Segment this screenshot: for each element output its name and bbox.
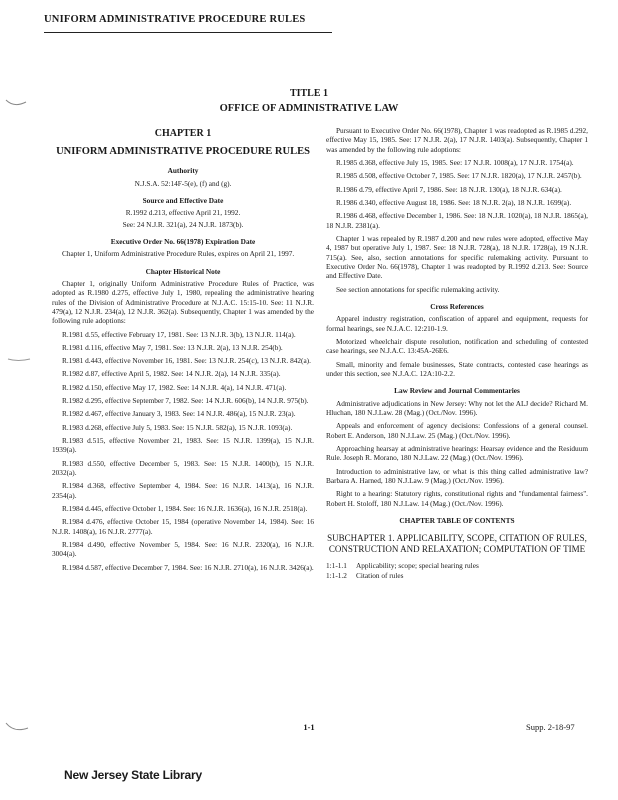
historical-note-heading: Chapter Historical Note [145,266,221,276]
annotations-note: See section annotations for specific rulemaking activity. [336,284,500,294]
adoption-entry: R.1984 d.476, effective October 15, 1984 (operative November 14, 1984). See: 16 N.J.R. 1408(a), 16 N.J.R. 2777(a). [52,517,314,536]
chapter-heading: CHAPTER 1 [154,128,212,139]
law-review-entry: Administrative adjudications in New Jersey: Why not let the ALJ decide? Richard M. Hluchan, 180 N.J.Law. 28 (Mag.) (Oct./Nov. 1996). [326,398,588,417]
toc-heading: CHAPTER TABLE OF CONTENTS [399,515,515,525]
toc-text: Applicability; scope; special hearing rules [356,560,479,570]
cross-reference: Motorized wheelchair dispute resolution, notification and scheduling of contested case hearings, see N.J.A.C. 13:45A-26E6. [326,336,588,356]
repeal-note: Chapter 1 was repealed by R.1987 d.200 and new rules were adopted, effective May 4, 1987 but operative July 1, 1987. See: 18 N.J.R. 728(a), 18 N.J.R. 1728(a), 19 N.J.R. 715(a). See, also, section annotations for specific rulemaking activity. Pursuant to Executive Order No. 66(1978), Chapter 1 was readopted by R.1992 d.213. See: Source and Effective Date. [326,233,588,281]
toc-row [326,561,588,570]
page-number: 1-1 [303,722,315,732]
left-column [52,126,314,576]
title-name: OFFICE OF ADMINISTRATIVE LAW [219,103,399,114]
exec-order-heading: Executive Order No. 66(1978) Expiration Date [110,236,256,246]
law-review-entry: Appeals and enforcement of agency decisions: Confessions of a general counsel. Robert E. Anderson, 180 N.J.Law. 25 (Mag.) (Oct./Nov. 1996). [326,421,588,440]
adoption-entry: R.1984 d.445, effective October 1, 1984. See: 16 N.J.R. 1636(a), 16 N.J.R. 2518(a). [62,504,308,514]
toc-row [326,571,588,580]
adoption-entry: R.1986 d.340, effective August 18, 1986. See: 18 N.J.R. 2(a), 18 N.J.R. 1699(a). [336,197,572,207]
adoption-entry: R.1982 d.87, effective April 5, 1982. See: 14 N.J.R. 2(a), 14 N.J.R. 335(a). [62,369,281,379]
law-review-entry: Introduction to administrative law, or what is this thing called administrative law? Barbara A. Harned, 180 N.J.Law. 9 (Mag.) (Oct./Nov. 1996). [326,466,588,485]
adoption-entry: R.1985 d.368, effective July 15, 1985. See: 17 N.J.R. 1008(a), 17 N.J.R. 1754(a). [336,157,574,167]
cross-reference: Small, minority and female businesses, State contracts, contested case hearings as under this section, see N.J.A.C. 12A:10-2.2. [326,359,588,378]
adoption-entry: R.1986 d.79, effective April 7, 1986. See: 18 N.J.R. 130(a), 18 N.J.R. 634(a). [336,184,562,194]
law-review-heading: Law Review and Journal Commentaries [394,386,520,396]
adoption-entry: R.1982 d.467, effective January 3, 1983. See: 14 N.J.R. 486(a), 15 N.J.R. 23(a). [62,409,296,419]
adoption-entry: R.1982 d.295, effective September 7, 1982. See: 14 N.J.R. 606(b), 14 N.J.R. 975(b). [62,396,309,406]
law-review-entry: Right to a hearing: Statutory rights, constitutional rights and "fundamental fairness". Robert H. Stoloff, 180 N.J.Law. 14 (Mag.) (Oct./Nov. 1996). [326,489,588,508]
adoption-entry: R.1984 d.587, effective December 7, 1984. See: 16 N.J.R. 2710(a), 16 N.J.R. 3426(a). [62,562,314,572]
subchapter-title: SUBCHAPTER 1. APPLICABILITY, SCOPE, CITATION OF RULES, CONSTRUCTION AND RELAXATION; COMPUTATION OF TIME [327,533,587,554]
historical-note-text: Chapter 1, originally Uniform Administrative Procedure Rules of Practice, was adopted as R.1980 d.275, effective July 1, 1980, repealing the administrative hearing rules of the Division of Administrative Procedure at N.J.A.C. 15:15-10. See: 11 N.J.R. 479(a), 12 N.J.R. 234(a), 12 N.J.R. 362(a). Subsequently, Chapter 1 was amended by the following rule adoptions: [52,278,314,326]
adoption-entry: R.1981 d.116, effective May 7, 1981. See: 13 N.J.R. 2(a), 13 N.J.R. 254(b). [62,342,283,352]
library-stamp: New Jersey State Library [64,768,202,782]
source-line: R.1992 d.213, effective April 21, 1992. [125,208,241,218]
head-rule [44,32,332,33]
supplement-date: Supp. 2-18-97 [526,722,575,732]
authority-text: N.J.S.A. 52:14F-5(e), (f) and (g). [134,178,232,188]
adoption-entry: R.1981 d.443, effective November 16, 1981. See: 13 N.J.R. 254(c), 13 N.J.R. 842(a). [62,356,311,366]
adoption-entry: R.1983 d.268, effective July 5, 1983. See: 15 N.J.R. 582(a), 15 N.J.R. 1093(a). [62,422,293,432]
adoption-entry: R.1982 d.150, effective May 17, 1982. See: 14 N.J.R. 4(a), 14 N.J.R. 471(a). [62,382,287,392]
adoption-entry: R.1986 d.468, effective December 1, 1986. See: 18 N.J.R. 1020(a), 18 N.J.R. 1865(a), 18 N.J.R. 2381(a). [326,211,588,230]
adoption-entry: R.1983 d.550, effective December 5, 1983. See: 15 N.J.R. 1400(b), 15 N.J.R. 2032(a). [52,458,314,478]
source-heading: Source and Effective Date [142,195,224,205]
right-column [326,126,588,581]
running-head: UNIFORM ADMINISTRATIVE PROCEDURE RULES [44,14,306,25]
law-review-entry: Approaching hearsay at administrative hearings: Hearsay evidence and the Residuum Rule. Joseph R. Morano, 180 N.J.Law. 22 (Mag.) (Oct./Nov. 1996). [326,443,588,463]
cross-references-heading: Cross References [430,301,484,311]
toc-number: 1:1-1.1 [326,560,347,570]
exec-order-text: Chapter 1, Uniform Administrative Procedure Rules, expires on April 21, 1997. [62,249,295,259]
margin-mark [0,352,40,366]
toc-text: Citation of rules [356,571,404,581]
title-number: TITLE 1 [289,88,329,99]
adoption-entry: R.1981 d.55, effective February 17, 1981. See: 13 N.J.R. 3(b), 13 N.J.R. 114(a). [62,329,296,339]
adoption-entry: R.1984 d.490, effective November 5, 1984. See: 16 N.J.R. 2320(a), 16 N.J.R. 3004(a). [52,540,314,559]
adoption-entry: R.1985 d.508, effective October 7, 1985. See: 17 N.J.R. 1820(a), 17 N.J.R. 2457(b). [336,171,582,181]
chapter-title: UNIFORM ADMINISTRATIVE PROCEDURE RULES [56,145,310,157]
adoption-entry: R.1983 d.515, effective November 21, 1983. See: 15 N.J.R. 1399(a), 15 N.J.R. 1939(a). [52,436,314,455]
adoption-entry: R.1984 d.368, effective September 4, 1984. See: 16 N.J.R. 1413(a), 16 N.J.R. 2354(a). [52,481,314,500]
authority-heading: Authority [167,166,199,176]
toc-number: 1:1-1.2 [326,571,347,581]
source-line: See: 24 N.J.R. 321(a), 24 N.J.R. 1873(b). [122,219,244,229]
cross-reference: Apparel industry registration, confiscation of apparel and equipment, requests for formal hearings, see N.J.A.C. 12:210-1.9. [326,314,588,333]
readoption-intro: Pursuant to Executive Order No. 66(1978), Chapter 1 was readopted as R.1985 d.292, effective May 15, 1985. See: 17 N.J.R. 2(a), 17 N.J.R. 1403(a). Subsequently, Chapter 1 was amended by the following rule adoptions: [326,126,588,154]
